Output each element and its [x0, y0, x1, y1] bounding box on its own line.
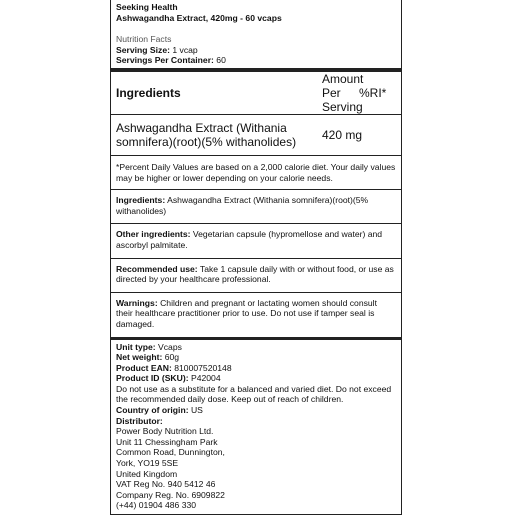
supplement-facts-label: [110, 0, 402, 515]
amount-heading-line-3: Serving: [322, 99, 363, 114]
servings-per-container-value: 60: [216, 55, 226, 66]
product-ean-value: 810007520148: [171, 362, 232, 373]
footnote: *Percent Daily Values are based on a 2,000 calorie diet. Your daily values may be higher or lower depending on your calorie needs.: [116, 161, 396, 183]
product-ean: [116, 363, 396, 374]
ingredient-row-name: [111, 115, 317, 155]
serving-size: [116, 45, 396, 56]
ri-heading: %RI*: [359, 85, 387, 100]
product-ean-label: Product EAN:: [116, 362, 172, 373]
distributor-line: United Kingdom: [116, 468, 178, 479]
brand-name: Seeking Health: [116, 2, 178, 12]
label-header: [111, 0, 401, 68]
distributor-label: Distributor:: [116, 415, 163, 426]
servings-per-container-label: Servings Per Container:: [116, 55, 214, 66]
distributor-line: Company Reg. No. 6909822: [116, 489, 225, 500]
recommended-use-label: Recommended use:: [116, 263, 198, 274]
other-ingredients-text: Vegetarian capsule (hypromellose and water) and ascorbyl palmitate.: [116, 229, 383, 250]
recommended-use-text: Take 1 capsule daily with or without food, or use as directed by your healthcare professional.: [116, 263, 394, 285]
ingredients-label: Ingredients:: [116, 195, 166, 206]
servings-per-container: [116, 55, 396, 68]
product-info: [111, 340, 401, 515]
amount-heading: [317, 71, 364, 114]
ingredient-name-line-2: somnifera)(root)(5% withanolides): [116, 134, 297, 149]
country-of-origin-value: US: [188, 405, 203, 416]
serving-size-label: Serving Size:: [116, 44, 170, 55]
distributor-line: York, YO19 5SE: [116, 458, 179, 469]
amount-heading-line-2: Per: [322, 85, 341, 100]
net-weight-label: Net weight:: [116, 352, 163, 363]
country-of-origin: [116, 405, 396, 416]
warnings-text: Children and pregnant or lactating women should consult their healthcare practitioner prior to use. Do not use if tamper seal is damaged.: [116, 297, 377, 329]
other-ingredients: [111, 224, 401, 257]
ingredient-name-line-1: Ashwagandha Extract (Withania: [116, 120, 287, 135]
distributor-line: VAT Reg No. 940 5412 46: [116, 479, 216, 490]
warnings-label: Warnings:: [116, 297, 158, 308]
ingredient-row: [111, 115, 401, 155]
facts-title: Nutrition Facts: [116, 34, 172, 45]
distributor-line: Power Body Nutrition Ltd.: [116, 426, 214, 437]
ingredients-text: Ashwagandha Extract (Withania somnifera)(root)(5% withanolides): [116, 195, 369, 216]
usage-disclaimer: Do not use as a substitute for a balanced and varied diet. Do not exceed the recommended daily dose. Keep out of reach of children.: [116, 383, 392, 405]
product-sku: [116, 373, 396, 384]
unit-type: [116, 342, 396, 353]
product-sku-label: Product ID (SKU):: [116, 373, 189, 384]
net-weight: [116, 352, 396, 363]
unit-type-label: Unit type:: [116, 341, 156, 352]
country-of-origin-label: Country of origin:: [116, 405, 189, 416]
ingredients-table: [111, 72, 401, 114]
warnings: [111, 293, 401, 337]
amount-heading-line-1: Amount: [322, 71, 364, 86]
ingredients-statement: [111, 190, 401, 223]
unit-type-value: Vcaps: [155, 341, 182, 352]
ingredients-heading: Ingredients: [116, 85, 181, 100]
distributor-line: Unit 11 Chessingham Park: [116, 436, 218, 447]
product-sku-value: P42004: [188, 373, 221, 384]
ingredient-row-ri: [361, 115, 401, 155]
product-name: Ashwagandha Extract, 420mg - 60 vcaps: [116, 12, 282, 23]
distributor-line: Common Road, Dunnington,: [116, 447, 225, 458]
serving-size-value: 1 vcap: [172, 44, 198, 55]
ingredient-row-amount: 420 mg: [322, 127, 363, 142]
net-weight-value: 60g: [162, 352, 180, 363]
recommended-use: [111, 259, 401, 292]
distributor-line: (+44) 01904 486 330: [116, 500, 197, 511]
other-ingredients-label: Other ingredients:: [116, 229, 191, 240]
